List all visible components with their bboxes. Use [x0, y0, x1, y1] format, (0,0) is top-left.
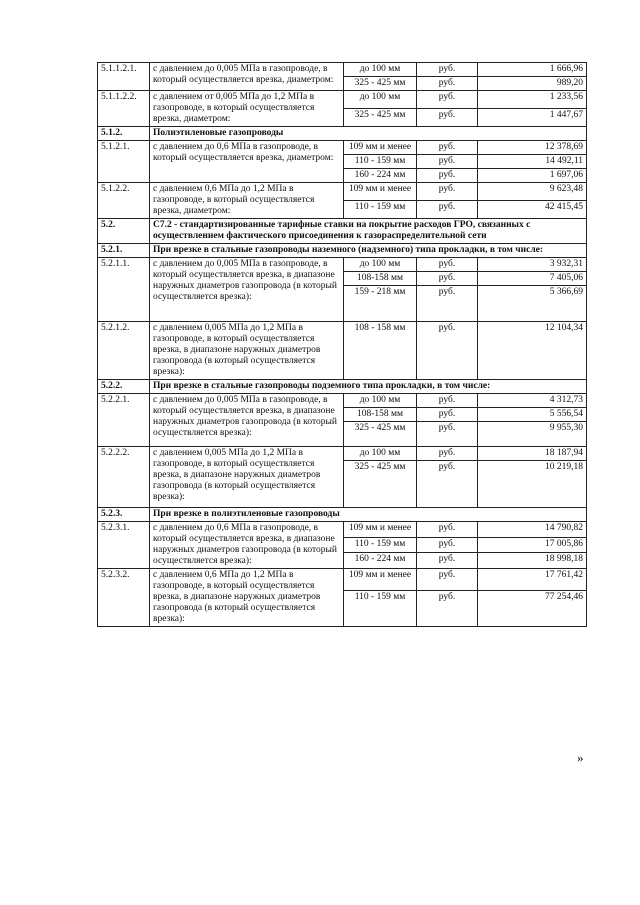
diameter-cell: 109 мм и менее	[344, 569, 417, 591]
value-cell: 989,20	[478, 77, 587, 91]
row-description: с давлением 0,6 МПа до 1,2 МПа в газопроводе, в который осуществляется врезка, диаметром:	[150, 183, 344, 219]
unit-cell: руб.	[417, 322, 478, 380]
row-description: с давлением до 0,005 МПа в газопроводе, в который осуществляется врезка, в диапазоне наружных диаметров газопровода (в который осуществляется врезка):	[150, 394, 344, 447]
value-cell: 12 104,34	[478, 322, 587, 380]
unit-cell: руб.	[417, 408, 478, 422]
unit-cell: руб.	[417, 272, 478, 286]
section-title: При врезке в полиэтиленовые газопроводы	[150, 508, 587, 522]
diameter-cell: до 100 мм	[344, 394, 417, 408]
row-description: с давлением до 0,005 МПа в газопроводе, в который осуществляется врезка, в диапазоне наружных диаметров газопровода (в который осуществляется врезка):	[150, 258, 344, 322]
row-description: с давлением 0,6 МПа до 1,2 МПа в газопроводе, в который осуществляется врезка, в диапазоне наружных диаметров газопровода (в который осуществляется врезка):	[150, 569, 344, 627]
value-cell: 3 932,31	[478, 258, 587, 272]
unit-cell: руб.	[417, 537, 478, 553]
section-row	[98, 219, 587, 244]
section-code: 5.2.3.	[98, 508, 150, 522]
unit-cell: руб.	[417, 183, 478, 201]
unit-cell: руб.	[417, 422, 478, 447]
value-cell: 18 187,94	[478, 447, 587, 461]
diameter-cell: 160 - 224 мм	[344, 553, 417, 569]
diameter-cell: 110 - 159 мм	[344, 201, 417, 219]
diameter-cell: до 100 мм	[344, 91, 417, 109]
value-cell: 5 556,54	[478, 408, 587, 422]
value-cell: 1 233,56	[478, 91, 587, 109]
tariff-table	[97, 62, 587, 627]
unit-cell: руб.	[417, 286, 478, 322]
value-cell: 17 005,86	[478, 537, 587, 553]
value-cell: 1 697,06	[478, 169, 587, 183]
table-row	[98, 447, 587, 461]
section-row	[98, 244, 587, 258]
section-title: Полиэтиленовые газопроводы	[150, 127, 587, 141]
value-cell: 12 378,69	[478, 141, 587, 155]
diameter-cell: 108-158 мм	[344, 272, 417, 286]
section-code: 5.1.2.	[98, 127, 150, 141]
row-description: с давлением 0,005 МПа до 1,2 МПа в газопроводе, в который осуществляется врезка, в диапазоне наружных диаметров газопровода (в который осуществляется врезка):	[150, 322, 344, 380]
diameter-cell: до 100 мм	[344, 258, 417, 272]
row-code: 5.2.3.2.	[98, 569, 150, 627]
diameter-cell: 108-158 мм	[344, 408, 417, 422]
row-code: 5.2.3.1.	[98, 522, 150, 569]
row-code: 5.1.1.2.2.	[98, 91, 150, 127]
section-title: При врезке в стальные газопроводы наземного (надземного) типа прокладки, в том числе:	[150, 244, 587, 258]
value-cell: 14 492,11	[478, 155, 587, 169]
unit-cell: руб.	[417, 447, 478, 461]
value-cell: 5 366,69	[478, 286, 587, 322]
diameter-cell: 160 - 224 мм	[344, 169, 417, 183]
diameter-cell: 110 - 159 мм	[344, 155, 417, 169]
diameter-cell: 325 - 425 мм	[344, 77, 417, 91]
value-cell: 1 447,67	[478, 109, 587, 127]
section-row	[98, 127, 587, 141]
table-row	[98, 63, 587, 77]
value-cell: 18 998,18	[478, 553, 587, 569]
diameter-cell: 109 мм и менее	[344, 141, 417, 155]
row-code: 5.1.2.1.	[98, 141, 150, 183]
row-description: с давлением от 0,005 МПа до 1,2 МПа в газопроводе, в который осуществляется врезка, диаметром:	[150, 91, 344, 127]
unit-cell: руб.	[417, 258, 478, 272]
closing-quote-mark: »	[577, 750, 584, 765]
table-row	[98, 183, 587, 201]
diameter-cell: 110 - 159 мм	[344, 591, 417, 627]
diameter-cell: 110 - 159 мм	[344, 537, 417, 553]
unit-cell: руб.	[417, 553, 478, 569]
unit-cell: руб.	[417, 569, 478, 591]
table-row	[98, 258, 587, 272]
unit-cell: руб.	[417, 394, 478, 408]
value-cell: 1 666,96	[478, 63, 587, 77]
value-cell: 4 312,73	[478, 394, 587, 408]
diameter-cell: 108 - 158 мм	[344, 322, 417, 380]
value-cell: 42 415,45	[478, 201, 587, 219]
table-row	[98, 322, 587, 380]
unit-cell: руб.	[417, 591, 478, 627]
diameter-cell: до 100 мм	[344, 447, 417, 461]
section-title: С7.2 - стандартизированные тарифные ставки на покрытие расходов ГРО, связанных с осуществлением фактического присоединения к газораспределительной сети	[150, 219, 587, 244]
row-code: 5.1.2.2.	[98, 183, 150, 219]
value-cell: 9 955,30	[478, 422, 587, 447]
diameter-cell: 325 - 425 мм	[344, 422, 417, 447]
row-description: с давлением до 0,6 МПа в газопроводе, в который осуществляется врезка, диаметром:	[150, 141, 344, 183]
unit-cell: руб.	[417, 77, 478, 91]
section-title: При врезке в стальные газопроводы подземного типа прокладки, в том числе:	[150, 380, 587, 394]
value-cell: 77 254,46	[478, 591, 587, 627]
unit-cell: руб.	[417, 109, 478, 127]
table-row	[98, 522, 587, 538]
unit-cell: руб.	[417, 522, 478, 538]
diameter-cell: до 100 мм	[344, 63, 417, 77]
unit-cell: руб.	[417, 91, 478, 109]
row-description: с давлением 0,005 МПа до 1,2 МПа в газопроводе, в который осуществляется врезка, в диапазоне наружных диаметров газопровода (в который осуществляется врезка):	[150, 447, 344, 508]
row-description: с давлением до 0,005 МПа в газопроводе, в который осуществляется врезка, диаметром:	[150, 63, 344, 91]
value-cell: 9 623,48	[478, 183, 587, 201]
row-code: 5.2.1.1.	[98, 258, 150, 322]
unit-cell: руб.	[417, 63, 478, 77]
table-row	[98, 569, 587, 591]
unit-cell: руб.	[417, 169, 478, 183]
row-description: с давлением до 0,6 МПа в газопроводе, в который осуществляется врезка, в диапазоне наружных диаметров газопровода (в который осуществляется врезка):	[150, 522, 344, 569]
value-cell: 7 405,06	[478, 272, 587, 286]
row-code: 5.2.2.2.	[98, 447, 150, 508]
table-row	[98, 141, 587, 155]
row-code: 5.2.1.2.	[98, 322, 150, 380]
unit-cell: руб.	[417, 155, 478, 169]
diameter-cell: 159 - 218 мм	[344, 286, 417, 322]
value-cell: 10 219,18	[478, 461, 587, 508]
value-cell: 17 761,42	[478, 569, 587, 591]
section-code: 5.2.2.	[98, 380, 150, 394]
row-code: 5.1.1.2.1.	[98, 63, 150, 91]
table-row	[98, 91, 587, 109]
unit-cell: руб.	[417, 201, 478, 219]
section-row	[98, 508, 587, 522]
diameter-cell: 109 мм и менее	[344, 183, 417, 201]
section-code: 5.2.	[98, 219, 150, 244]
row-code: 5.2.2.1.	[98, 394, 150, 447]
unit-cell: руб.	[417, 461, 478, 508]
value-cell: 14 790,82	[478, 522, 587, 538]
diameter-cell: 325 - 425 мм	[344, 461, 417, 508]
table-row	[98, 394, 587, 408]
diameter-cell: 325 - 425 мм	[344, 109, 417, 127]
diameter-cell: 109 мм и менее	[344, 522, 417, 538]
unit-cell: руб.	[417, 141, 478, 155]
section-code: 5.2.1.	[98, 244, 150, 258]
section-row	[98, 380, 587, 394]
